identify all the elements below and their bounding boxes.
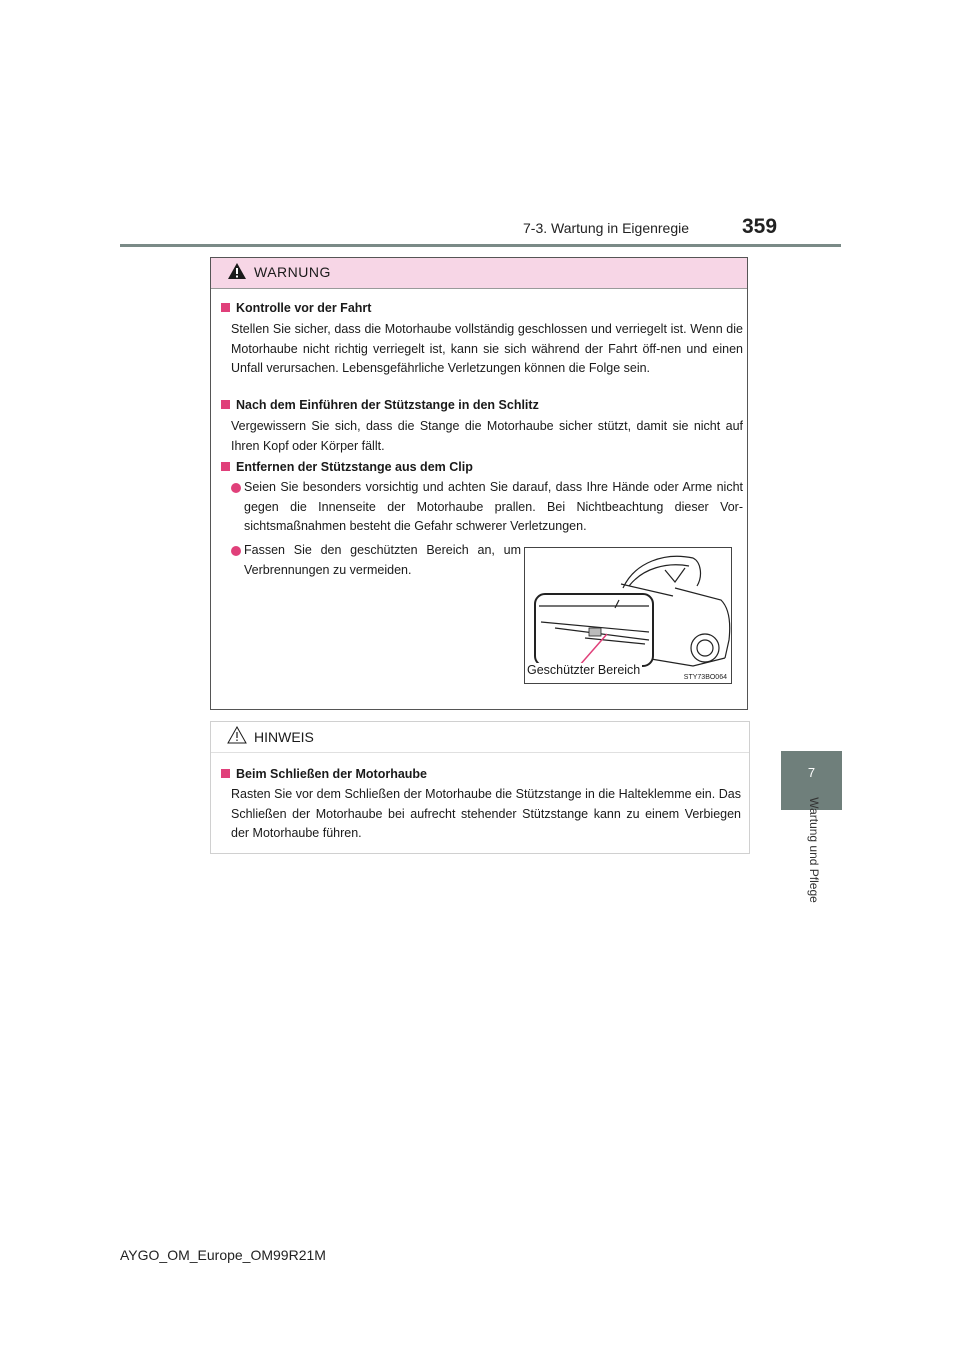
document-id: AYGO_OM_Europe_OM99R21M [120, 1247, 326, 1263]
warning-item-text: Vergewissern Sie sich, dass die Stange die Motorhaube sicher stützt, damit sie nicht auf Ihren Kopf oder Körper fällt. [231, 419, 743, 453]
note-title: HINWEIS [254, 729, 314, 745]
note-box [210, 721, 750, 854]
square-bullet-icon [221, 769, 230, 778]
section-title: 7-3. Wartung in Eigenregie [523, 220, 690, 236]
warning-triangle-icon [227, 262, 247, 280]
header-rule [120, 244, 841, 247]
square-bullet-icon [221, 400, 230, 409]
warning-item-text: Stellen Sie sicher, dass die Motorhaube vollständig geschlossen und verriegelt ist. Wenn die Motorhaube nicht richtig verriegelt ist, kann sie sich während der Fahrt öff-nen und einen Unfall verursachen. Lebensgefährliche Verletzungen können die Folge sein. [231, 322, 743, 376]
warning-item-heading: Kontrolle vor der Fahrt [221, 301, 371, 315]
chapter-title: Wartung und Pflege [807, 797, 821, 903]
illustration-caption: Geschützter Bereich [527, 663, 641, 677]
warning-item-heading: Nach dem Einführen der Stützstange in den Schlitz [221, 398, 539, 412]
warning-item-heading: Entfernen der Stützstange aus dem Clip [221, 460, 473, 474]
hood-support-illustration [524, 547, 732, 684]
warning-header [211, 258, 747, 289]
square-bullet-icon [221, 462, 230, 471]
illustration-code: STY73BO064 [683, 674, 727, 681]
round-bullet-icon [231, 546, 241, 556]
round-bullet-icon [231, 483, 241, 493]
warning-box: WARNUNG Kontrolle vor der Fahrt Stellen Sie sicher, dass die Motorhaube vollständig geschlossen und verriegelt ist. Wenn die Motorhaube nicht richtig verriegelt ist, kann sie sich während der Fahrt öff-nen und einen Unfall verursachen. Lebensgefährliche Verletzungen können die Folge sein. Nach dem Einführen der Stützstange in den Schlitz Vergewissern Sie sich, dass die Stange die Motorhaube sicher stützt, damit sie nicht auf Ihren Kopf oder Körper fällt. Entfernen der Stützstange aus dem Clip Seien Sie besonders vorsichtig und achten Sie darauf, dass Ihre Hände oder Arme nicht gegen die Innenseite der Motorhaube prallen. Bei Nichtbeachtung dieser Vor-sichtsmaßnahmen besteht die Gefahr schwerer Verletzungen. Fassen Sie den geschützten Bereich an, um Verbrennungen zu vermeiden. Geschützter Bereich STY73BO064 [210, 257, 748, 710]
note-item-heading: Beim Schließen der Motorhaube [221, 767, 427, 781]
warning-title: WARNUNG [254, 264, 331, 280]
page-number: 359 [742, 215, 778, 238]
square-bullet-icon [221, 303, 230, 312]
caution-triangle-icon [227, 726, 247, 744]
note-header [211, 722, 749, 753]
chapter-number: 7 [807, 765, 816, 780]
note-item-text: Rasten Sie vor dem Schließen der Motorhaube die Stützstange in die Halteklemme ein. Das Schließen der Motorhaube bei aufrecht stehender Stützstange kann zu einem Verbiegen der Motorhaube führen. [231, 787, 741, 841]
